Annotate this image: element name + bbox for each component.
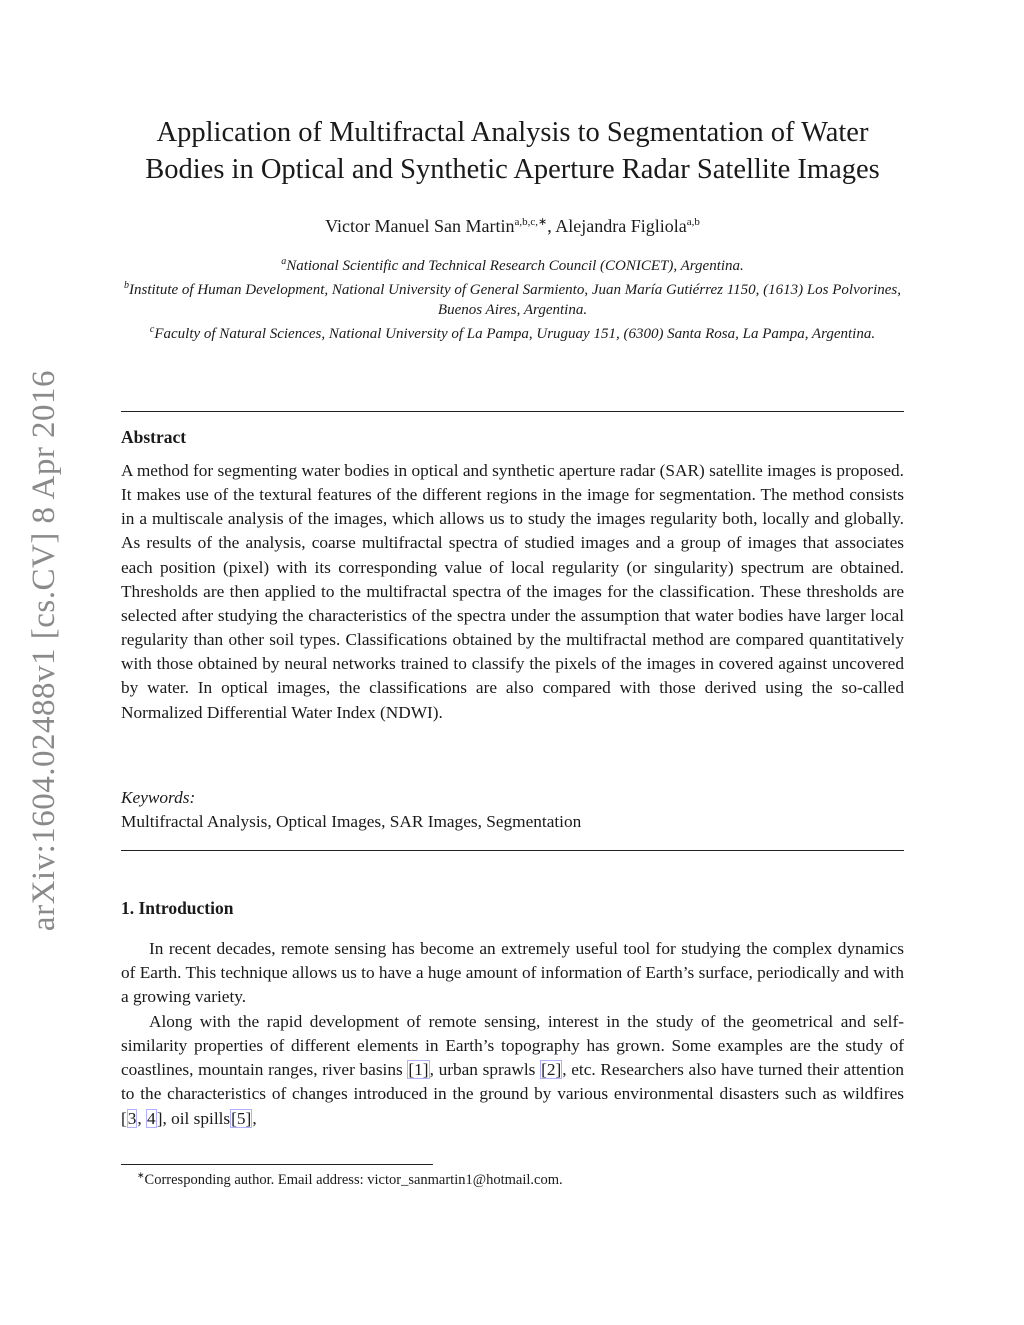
paragraph-text: , urban sprawls (429, 1060, 541, 1080)
footnote-mark: ∗ (137, 1170, 145, 1180)
citation-link-3[interactable]: 3 (127, 1108, 137, 1128)
affiliation-mark: b (124, 280, 129, 291)
citation-link-5[interactable]: [5] (231, 1108, 252, 1128)
keywords-text: Multifractal Analysis, Optical Images, SAR Images, Segmentation (121, 812, 582, 831)
citation-link-1[interactable]: [1] (408, 1060, 429, 1080)
introduction-paragraph-1: In recent decades, remote sensing has become an extremely useful tool for studying the complex dynamics of Earth. This technique allows us to have a huge amount of information of Earth’s surface, periodically and with a growing variety. (121, 939, 904, 1007)
author-list (121, 210, 904, 238)
citation-link-2[interactable]: [2] (541, 1060, 562, 1080)
introduction-heading: 1. Introduction (121, 898, 234, 918)
footnote-rule (121, 1164, 433, 1165)
affiliation-mark: a (281, 256, 287, 267)
paper-title (121, 114, 904, 188)
arxiv-identifier: arXiv:1604.02488v1 [cs.CV] 8 Apr 2016 (26, 369, 63, 931)
affiliation-text: National Scientific and Technical Research Council (CONICET), Argentina. (286, 258, 744, 274)
keywords-heading: Keywords: (121, 788, 196, 807)
author-marks: a,b (686, 216, 700, 228)
abstract-bottom-rule (121, 850, 904, 851)
affiliation-b (121, 276, 904, 320)
author-marks: a,b,c,∗ (514, 216, 548, 228)
footnote-text: Corresponding author. Email address: victor_sanmartin1@hotmail.com. (144, 1171, 563, 1188)
paragraph-text: , (252, 1108, 257, 1128)
affiliation-text: Faculty of Natural Sciences, National University of La Pampa, Uruguay 151, (6300) Santa Rosa, La Pampa, Argentina. (154, 326, 876, 342)
affiliation-mark: c (149, 324, 155, 335)
arxiv-identifier-stamp (20, 360, 70, 940)
author-separator: , (547, 216, 556, 236)
paragraph-text: , etc. Researchers also have turned their attention to the characteristics of changes introduced in the ground by various environmental disasters such as wildfires [ (121, 1060, 905, 1128)
affiliation-list (121, 252, 904, 344)
corresponding-author-footnote (137, 1170, 563, 1189)
title-line-2: Bodies in Optical and Synthetic Aperture Radar Satellite Images (145, 154, 880, 185)
abstract-heading: Abstract (121, 427, 187, 447)
introduction-paragraph-2 (121, 1010, 904, 1131)
author-name: Victor Manuel San Martin (325, 216, 515, 236)
paragraph-text: ], oil spills (156, 1108, 231, 1128)
abstract-top-rule (121, 411, 904, 412)
author-name: Alejandra Figliola (555, 216, 687, 236)
paragraph-text: Along with the rapid development of remote sensing, interest in the study of the geometrical and self-similarity properties of different elements in Earth’s topography has grown. Some examples are the study of coastlines, mountain ranges, river basins (121, 1012, 904, 1080)
affiliation-c (121, 320, 904, 344)
affiliation-text: Institute of Human Development, National University of General Sarmiento, Juan María Gutiérrez 1150, (1613) Los Polvorines, Buenos Aires, Argentina. (129, 282, 901, 318)
title-line-1: Application of Multifractal Analysis to Segmentation of Water (156, 117, 869, 148)
citation-link-4[interactable]: 4 (147, 1108, 156, 1128)
abstract-text: A method for segmenting water bodies in optical and synthetic aperture radar (SAR) satellite images is proposed. It makes use of the textural features of the different regions in the image for segmentation. The method consists in a multiscale analysis of the images, which allows us to study the images regularity both, locally and globally. As results of the analysis, coarse multifractal spectra of studied images and a group of images that associates each position (pixel) with its corresponding value of local regularity (or singularity) spectrum are obtained. Thresholds are then applied to the multifractal spectra of the images for the classification. These thresholds are selected after studying the characteristics of the spectra under the assumption that water bodies have larger local regularity than other soil types. Classifications obtained by the multifractal method are compared quantitatively with those obtained by neural networks trained to classify the pixels of the images in covered against uncovered by water. In optical images, the classifications are also compared with those derived using the so-called Normalized Differential Water Index (NDWI). (121, 461, 904, 722)
paragraph-text: , (137, 1108, 147, 1128)
affiliation-a (121, 252, 904, 276)
